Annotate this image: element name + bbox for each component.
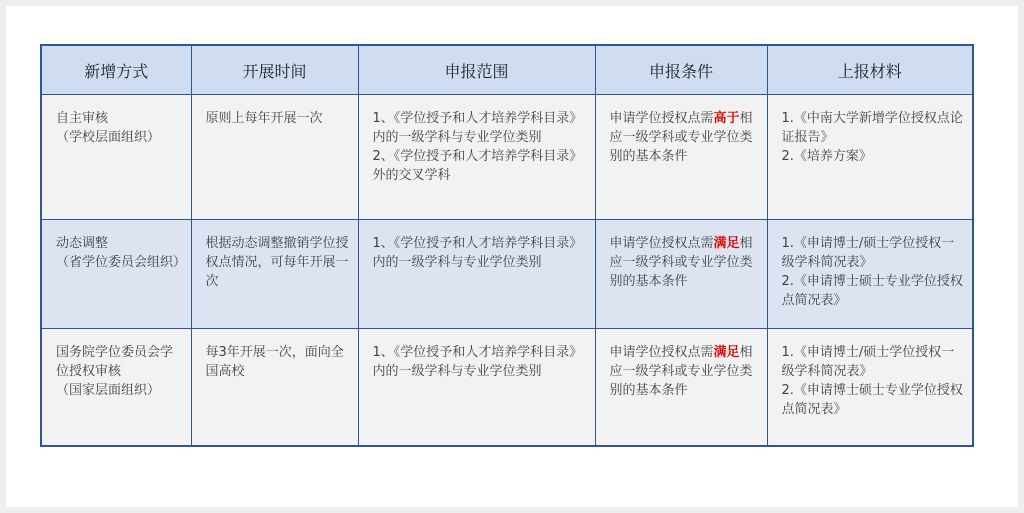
time-text: 每3年开展一次，面向全国高校 bbox=[205, 345, 344, 379]
cell-method bbox=[41, 329, 191, 447]
header-scope: 申报范围 bbox=[358, 45, 595, 95]
scope-item: 1、《学位授予和人才培养学科目录》内的一级学科与专业学位类别 bbox=[372, 236, 583, 270]
condition-highlight: 满足 bbox=[713, 345, 740, 360]
material-item: 2.《培养方案》 bbox=[781, 149, 872, 164]
table-row bbox=[41, 95, 973, 220]
table-row bbox=[41, 220, 973, 329]
method-organizer: （省学位委员会组织） bbox=[56, 255, 187, 270]
cell-condition bbox=[595, 329, 767, 447]
condition-prefix: 申请学位授权点需 bbox=[609, 345, 714, 360]
material-item: 1.《中南大学新增学位授权点论证报告》 bbox=[781, 111, 963, 145]
cell-scope bbox=[358, 220, 595, 329]
cell-scope bbox=[358, 329, 595, 447]
cell-materials bbox=[767, 329, 973, 447]
scope-item: 1、《学位授予和人才培养学科目录》内的一级学科与专业学位类别 bbox=[372, 111, 583, 145]
method-organizer: （学校层面组织） bbox=[56, 130, 161, 145]
scope-item: 2、《学位授予和人才培养学科目录》外的交叉学科 bbox=[372, 149, 583, 183]
time-text: 根据动态调整撤销学位授权点情况，可每年开展一次 bbox=[205, 236, 349, 289]
method-label: 国务院学位委员会学位授权审核 bbox=[56, 345, 174, 379]
condition-prefix: 申请学位授权点需 bbox=[609, 111, 714, 126]
cell-condition bbox=[595, 95, 767, 220]
material-item: 1.《申请博士/硕士学位授权一级学科简况表》 bbox=[781, 345, 955, 379]
condition-suffix: 相应一级学科或专业学位类别的基本条件 bbox=[609, 236, 753, 289]
cell-scope bbox=[358, 95, 595, 220]
cell-time bbox=[191, 329, 358, 447]
method-label: 自主审核 bbox=[56, 111, 109, 126]
material-item: 1.《申请博士/硕士学位授权一级学科简况表》 bbox=[781, 236, 955, 270]
cell-method bbox=[41, 95, 191, 220]
cell-materials bbox=[767, 95, 973, 220]
header-condition: 申报条件 bbox=[595, 45, 767, 95]
cell-time bbox=[191, 95, 358, 220]
cell-method bbox=[41, 220, 191, 329]
method-label: 动态调整 bbox=[56, 236, 109, 251]
method-organizer: （国家层面组织） bbox=[56, 383, 161, 398]
condition-suffix: 相应一级学科或专业学位类别的基本条件 bbox=[609, 345, 753, 398]
condition-highlight: 高于 bbox=[713, 111, 740, 126]
cell-time bbox=[191, 220, 358, 329]
condition-prefix: 申请学位授权点需 bbox=[609, 236, 714, 251]
degree-authorization-table bbox=[40, 44, 974, 447]
condition-suffix: 相应一级学科或专业学位类别的基本条件 bbox=[609, 111, 753, 164]
time-text: 原则上每年开展一次 bbox=[205, 111, 323, 126]
condition-highlight: 满足 bbox=[713, 236, 740, 251]
scope-item: 1、《学位授予和人才培养学科目录》内的一级学科与专业学位类别 bbox=[372, 345, 583, 379]
material-item: 2.《申请博士硕士专业学位授权点简况表》 bbox=[781, 274, 963, 308]
cell-materials bbox=[767, 220, 973, 329]
cell-condition bbox=[595, 220, 767, 329]
header-row bbox=[41, 45, 973, 95]
header-method: 新增方式 bbox=[41, 45, 191, 95]
material-item: 2.《申请博士硕士专业学位授权点简况表》 bbox=[781, 383, 963, 417]
table-row bbox=[41, 329, 973, 447]
header-materials: 上报材料 bbox=[767, 45, 973, 95]
header-time: 开展时间 bbox=[191, 45, 358, 95]
